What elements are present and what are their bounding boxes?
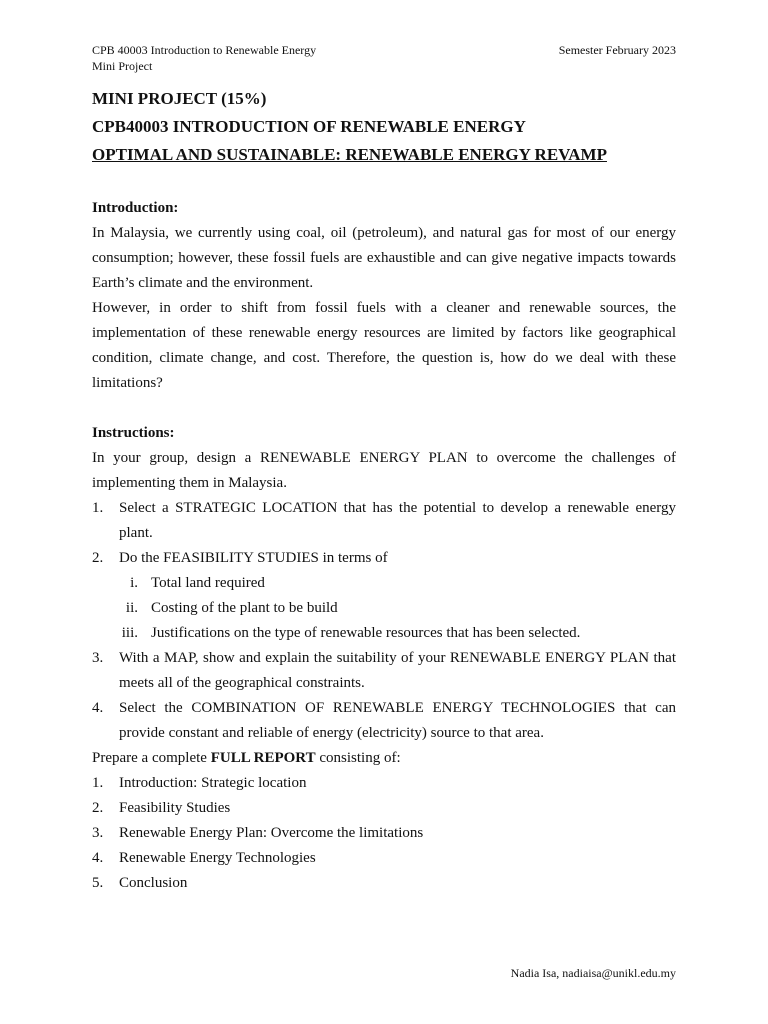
title-project-name: OPTIMAL AND SUSTAINABLE: RENEWABLE ENERGY REVAMP — [92, 145, 607, 164]
document-body — [92, 196, 676, 896]
title-block — [92, 86, 676, 168]
list-item: 3. Renewable Energy Plan: Overcome the limitations — [92, 825, 424, 841]
list-item: 3. With a MAP, show and explain the suitability of your RENEWABLE ENERGY PLAN that meets all of the geographical constraints. — [92, 650, 676, 691]
list-item: 4. Renewable Energy Technologies — [92, 850, 316, 866]
full-report-emphasis: FULL REPORT — [210, 750, 316, 766]
list-item: 2. Feasibility Studies — [92, 800, 231, 816]
report-intro: Prepare a complete FULL REPORT consisting of: — [92, 750, 401, 766]
instructions-list — [92, 496, 676, 571]
page-footer-author: Nadia Isa, nadiaisa@unikl.edu.my — [510, 966, 676, 980]
list-item: ii. Costing of the plant to be build — [125, 600, 338, 616]
header-course-line: CPB 40003 Introduction to Renewable Energy — [92, 43, 317, 57]
feasibility-sublist — [92, 571, 676, 646]
page-header — [92, 42, 676, 74]
introduction-paragraph-2: However, in order to shift from fossil fuels with a cleaner and renewable sources, the implementation of these renewable energy resources are limited by factors like geographical condition, climate change, and cost. Therefore, the question is, how do we deal with these limitations? — [92, 300, 676, 391]
header-semester: Semester February 2023 — [558, 43, 676, 57]
list-item: iii. Justifications on the type of renewable resources that has been selected. — [121, 625, 581, 641]
list-item: 5. Conclusion — [92, 875, 188, 891]
title-mini-project: MINI PROJECT (15%) — [92, 89, 267, 108]
list-item: i. Total land required — [130, 575, 265, 591]
list-item: 1. Introduction: Strategic location — [92, 775, 307, 791]
report-contents-list — [92, 771, 676, 896]
instructions-paragraph: In your group, design a RENEWABLE ENERGY PLAN to overcome the challenges of implementing them in Malaysia. — [92, 450, 676, 491]
introduction-heading: Introduction: — [92, 200, 179, 216]
list-item: 2. Do the FEASIBILITY STUDIES in terms of — [92, 550, 388, 566]
instructions-heading: Instructions: — [92, 425, 175, 441]
instructions-list-continued — [92, 646, 676, 746]
list-item: 1. Select a STRATEGIC LOCATION that has the potential to develop a renewable energy plant. — [92, 500, 676, 541]
header-sub-line: Mini Project — [92, 59, 153, 73]
list-item: 4. Select the COMBINATION OF RENEWABLE ENERGY TECHNOLOGIES that can provide constant and reliable of energy (electricity) source to that area. — [92, 700, 676, 741]
introduction-paragraph-1: In Malaysia, we currently using coal, oil (petroleum), and natural gas for most of our energy consumption; however, these fossil fuels are exhaustible and can give negative impacts towards Earth’s climate and the environment. — [92, 225, 676, 291]
title-course: CPB40003 INTRODUCTION OF RENEWABLE ENERGY — [92, 117, 526, 136]
document-page — [92, 0, 676, 1024]
